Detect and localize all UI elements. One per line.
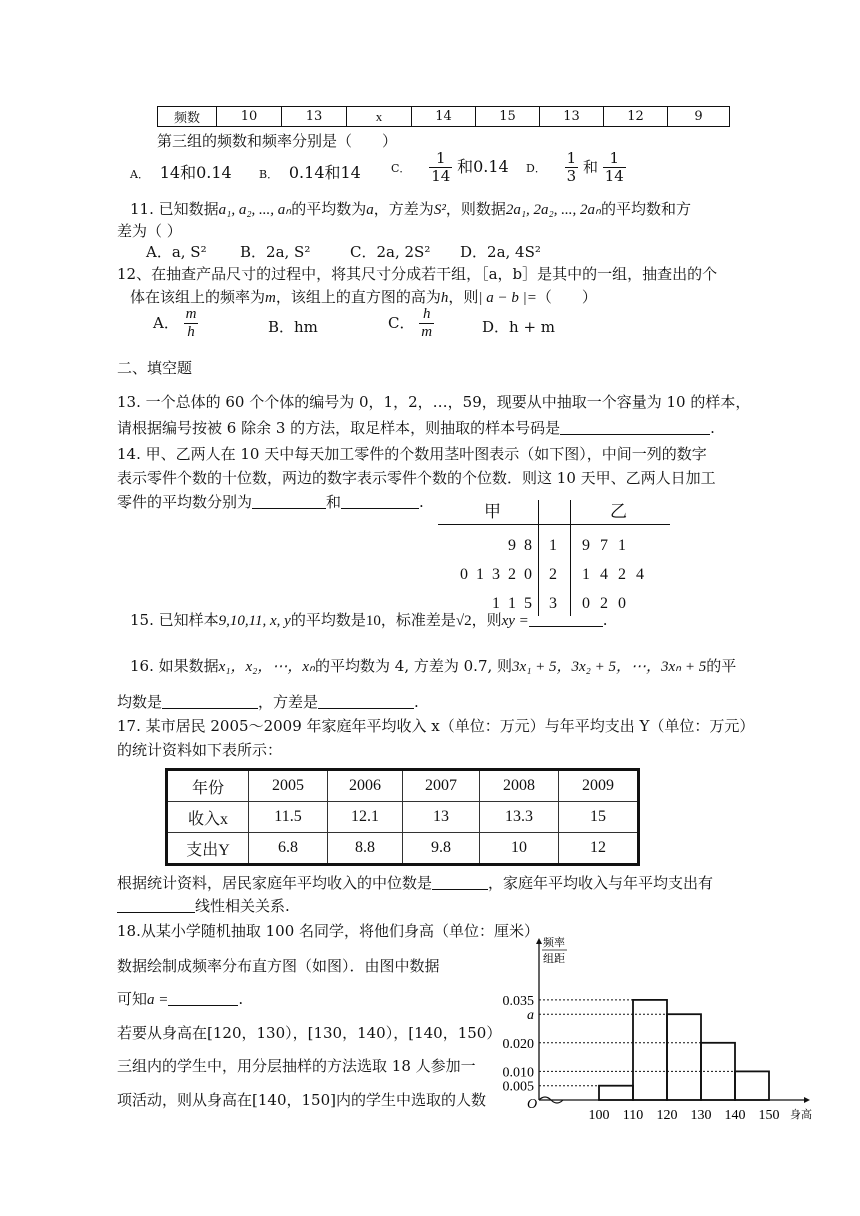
q10-options <box>130 163 232 182</box>
stem: 2 <box>549 566 557 583</box>
table-cell: 2006 <box>328 770 403 802</box>
q12-opt-c <box>388 306 434 342</box>
answer-blank[interactable] <box>318 694 414 709</box>
q16-text: 16. 如果数据 <box>130 657 219 675</box>
q15-text: 的平均数是 <box>290 611 366 629</box>
q11-mean: a <box>366 202 374 218</box>
q15-sd: √2 <box>455 613 472 629</box>
q14-text: . <box>419 493 424 511</box>
q18-text: . <box>238 990 244 1008</box>
table-cell: 9.8 <box>403 833 480 865</box>
q13-text: 请根据编号按被 6 除余 3 的方法，取足样本，则抽取的样本号码是 <box>117 419 561 437</box>
q14-line2: 表示零件个数的十位数，两边的数字表示零件个数的个位数．则这 10 天甲、乙两人日加工 <box>117 469 716 487</box>
freq-cell: x <box>347 107 412 127</box>
freq-cell: 13 <box>540 107 604 127</box>
right-leaves: 0 2 0 <box>582 595 626 612</box>
q10-opt-b-label: B． <box>259 168 279 181</box>
q15-text: ，标准差是 <box>380 611 456 629</box>
table-cell: 2007 <box>403 770 480 802</box>
table-cell: 2009 <box>559 770 639 802</box>
table-cell: 13.3 <box>480 802 559 833</box>
histogram-bar <box>599 1086 633 1100</box>
q10-opt-d-mid: 和 <box>582 157 598 176</box>
q18-a: a = <box>147 992 169 1008</box>
q18-line5: 三组内的学生中，用分层抽样的方法选取 18 人参加一 <box>117 1057 476 1075</box>
q11-text: 的平均数和方 <box>600 200 691 218</box>
q18-line2: 数据绘制成频率分布直方图（如图）．由图中数据 <box>117 957 440 975</box>
frac-num: 1 <box>566 149 577 167</box>
table-cell: 13 <box>403 802 480 833</box>
frac-num: m <box>184 306 199 324</box>
frac-den: 3 <box>566 167 577 186</box>
frac-den: h <box>187 324 195 341</box>
y-tick-label: 0.010 <box>502 1065 534 1081</box>
table-cell: 6.8 <box>249 833 328 865</box>
q12-text: （ ） <box>536 288 597 306</box>
q18-text: 可知 <box>117 990 148 1008</box>
q16-line2 <box>117 693 419 711</box>
q10-opt-c-rest: 和0.14 <box>457 156 509 176</box>
q10-opt-d-label: D． <box>526 161 546 175</box>
answer-blank[interactable] <box>252 494 326 509</box>
q11-line1 <box>130 200 691 219</box>
q11-opt-d: D．2a, 4S² <box>460 243 541 261</box>
q15-mean: 10 <box>365 613 381 629</box>
q16-data: x₁，x₂，⋯，xₙ <box>218 659 316 675</box>
x-tick-label: 130 <box>690 1108 712 1123</box>
q17-text: ，家庭年平均收入与年平均支出有 <box>488 874 714 892</box>
q12-text: 体在该组上的频率为 <box>130 288 266 306</box>
q10-opt-d-frac1 <box>565 150 579 186</box>
histogram-bar <box>701 1043 735 1100</box>
x-tick-label: 100 <box>588 1108 610 1123</box>
q18-line4: 若要从身高在[120，130），[130，140），[140，150） <box>117 1024 502 1042</box>
q11-opt-c: C．2a, 2S² <box>350 243 431 261</box>
right-title: 乙 <box>610 502 627 522</box>
stem: 1 <box>549 537 557 554</box>
table-cell: 11.5 <box>249 802 328 833</box>
q11-data2: 2a₁, 2a₂, ..., 2aₙ <box>505 202 601 218</box>
answer-blank[interactable] <box>432 875 488 890</box>
freq-cell: 15 <box>476 107 540 127</box>
y-tick-label: 0.035 <box>502 993 534 1009</box>
freq-cell: 9 <box>668 107 730 127</box>
q14-line3 <box>117 493 424 511</box>
q10-opt-c-label: C． <box>391 161 411 175</box>
q10-opt-a-label: A． <box>130 168 149 181</box>
origin-label: O <box>527 1097 538 1112</box>
q11-line2: 差为（ ） <box>117 222 182 240</box>
y-tick-label: 0.005 <box>502 1079 534 1095</box>
q12-opt-c-frac <box>419 306 434 342</box>
q16-text: 的平均数为 4, 方差为 0.7, 则 <box>315 657 513 675</box>
right-leaves: 9 7 1 <box>582 537 626 554</box>
left-title: 甲 <box>484 502 501 522</box>
x-tick-label: 120 <box>656 1108 678 1123</box>
q11-var: S² <box>433 202 446 218</box>
table-cell: 收入x <box>167 802 249 833</box>
x-tick-label: 140 <box>724 1108 746 1123</box>
q16-text: 均数是 <box>117 693 163 711</box>
freq-header: 频数 <box>158 107 217 127</box>
left-leaves: 0 1 3 2 0 <box>460 566 532 583</box>
income-expense-table <box>165 768 640 866</box>
stem-leaf-plot <box>438 500 670 622</box>
stem-rule-right <box>570 500 571 616</box>
q11-opt-b: B．2a, S² <box>240 243 311 261</box>
frac-den: m <box>421 324 433 341</box>
q17-line1: 17. 某市居民 2005～2009 年家庭年平均收入 x（单位：万元）与年平均支出 Y（单位：万元） <box>117 717 755 735</box>
q16-data2: 3x₁ + 5，3x₂ + 5，⋯，3xₙ + 5 <box>512 659 707 675</box>
q12-text: ，该组上的直方图的高为 <box>275 288 441 306</box>
q10-stem: 第三组的频数和频率分别是（ ） <box>157 132 398 150</box>
answer-blank[interactable] <box>168 991 238 1006</box>
q10-opt-d-wrap <box>526 150 626 186</box>
q10-opt-d-frac2 <box>603 150 626 186</box>
table-cell: 12.1 <box>328 802 403 833</box>
table-cell: 2005 <box>249 770 328 802</box>
answer-blank[interactable] <box>529 612 603 627</box>
q16-text: . <box>414 693 419 711</box>
q10-opt-a: 14和0.14 <box>159 163 232 182</box>
q17-line3 <box>117 874 713 892</box>
left-leaves: 9 8 <box>508 537 532 554</box>
table-cell: 2008 <box>480 770 559 802</box>
q10-opt-b-wrap <box>259 163 361 182</box>
q15-line <box>130 611 608 630</box>
histogram-bar <box>735 1071 769 1100</box>
q10-opt-b: 0.14和14 <box>288 163 361 182</box>
frac-den: 14 <box>604 167 624 186</box>
answer-blank[interactable] <box>162 694 258 709</box>
q12-opt-a <box>153 306 198 342</box>
freq-cell: 12 <box>604 107 668 127</box>
q12-opt-d: D．h + m <box>482 318 556 336</box>
q15-xy: xy = <box>501 613 529 629</box>
q12-opt-b: B．hm <box>268 318 318 336</box>
header-rule <box>438 524 670 525</box>
q16-line1 <box>130 657 736 676</box>
frac-num: h <box>419 306 434 324</box>
q12-opt-c-label: C． <box>388 313 415 332</box>
q12-opt-a-frac <box>184 306 199 342</box>
q17-text: 根据统计资料，居民家庭年平均收入的中位数是 <box>117 874 433 892</box>
section-heading: 二、填空题 <box>117 359 193 377</box>
q15-sample: 9,10,11, x, y <box>218 613 291 629</box>
q13-line1: 13. 一个总体的 60 个个体的编号为 0，1，2，…，59，现要从中抽取一个容量为 10 的样本， <box>117 393 751 411</box>
q11-text: 11. 已知数据 <box>130 200 219 218</box>
y-axis-label: 组距 <box>543 953 565 965</box>
right-leaves: 1 4 2 4 <box>582 566 644 583</box>
q18-line1: 18.从某小学随机抽取 100 名同学，将他们身高（单位：厘米） <box>117 922 540 940</box>
q13-line2 <box>117 419 715 437</box>
y-tick-label: 0.020 <box>502 1036 534 1052</box>
q18-line6: 项活动，则从身高在[140，150]内的学生中选取的人数 <box>117 1091 486 1109</box>
q14-text: 零件的平均数分别为 <box>117 493 253 511</box>
q12-m: m <box>265 290 276 306</box>
q15-text: . <box>602 611 608 629</box>
y-tick-label: a <box>527 1008 534 1024</box>
q17-line2: 的统计资料如下表所示： <box>117 741 283 759</box>
table-cell: 15 <box>559 802 639 833</box>
q16-text: ，方差是 <box>258 693 319 711</box>
q12-opt-a-label: A． <box>153 313 179 332</box>
x-axis-label: 身高 <box>790 1109 812 1121</box>
histogram-bar <box>633 1000 667 1100</box>
q11-data: a₁, a₂, ..., aₙ <box>218 202 292 218</box>
q15-text: ，则 <box>471 611 502 629</box>
stem: 3 <box>549 595 557 612</box>
q14-text: 和 <box>326 493 342 511</box>
q11-text: ，方差为 <box>373 200 434 218</box>
answer-blank[interactable] <box>341 494 419 509</box>
freq-cell: 14 <box>412 107 476 127</box>
table-cell: 支出Y <box>167 833 249 865</box>
q11-text: 的平均数为 <box>291 200 367 218</box>
answer-blank[interactable] <box>560 420 710 435</box>
q12-line1: 12、在抽查产品尺寸的过程中，将其尺寸分成若干组，［a，b］是其中的一组，抽查出的个 <box>117 265 718 283</box>
frac-num: 1 <box>603 150 626 168</box>
answer-blank[interactable] <box>117 898 195 913</box>
q14-line1: 14. 甲、乙两人在 10 天中每天加工零件的个数用茎叶图表示（如下图），中间一列的数字 <box>117 445 707 463</box>
q15-text: 15. 已知样本 <box>130 611 219 629</box>
q10-opt-c-frac <box>429 150 452 186</box>
x-tick-label: 150 <box>758 1108 780 1123</box>
table-cell: 8.8 <box>328 833 403 865</box>
y-axis-arrow <box>536 938 542 944</box>
freq-cell: 10 <box>217 107 282 127</box>
q17-line4 <box>117 897 290 915</box>
y-axis-label: 频率 <box>543 937 565 949</box>
x-axis-arrow <box>804 1097 810 1103</box>
frac-den: 14 <box>431 167 451 186</box>
x-tick-label: 110 <box>622 1108 644 1123</box>
histogram-bar <box>667 1014 701 1100</box>
q11-opt-a: A．a, S² <box>146 243 207 261</box>
frac-num: 1 <box>429 150 452 168</box>
q18-line3 <box>117 990 243 1009</box>
table-cell: 年份 <box>167 770 249 802</box>
stem-rule-left <box>538 500 539 616</box>
frequency-table <box>157 106 730 127</box>
frequency-histogram <box>492 928 822 1128</box>
q12-line2 <box>130 288 597 307</box>
q12-h: h <box>440 290 449 306</box>
table-cell: 10 <box>480 833 559 865</box>
q12-abs: | a − b |= <box>478 290 537 306</box>
q17-text: 线性相关关系. <box>195 897 290 915</box>
left-leaves: 1 1 5 <box>492 595 532 612</box>
q10-opt-c-wrap <box>391 150 509 186</box>
freq-cell: 13 <box>282 107 347 127</box>
q13-end: . <box>710 419 715 437</box>
q12-text: ，则 <box>448 288 479 306</box>
q16-text: 的平 <box>706 657 737 675</box>
table-cell: 12 <box>559 833 639 865</box>
q11-text: ，则数据 <box>445 200 506 218</box>
